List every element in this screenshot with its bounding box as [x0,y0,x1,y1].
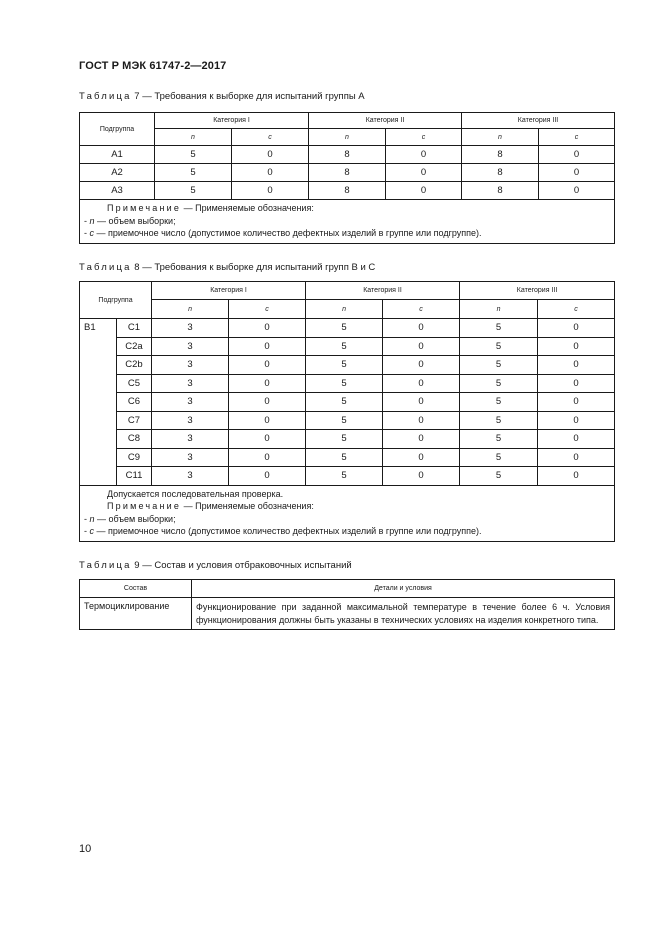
table8-caption-text: 8 — Требования к выборке для испытаний групп В и С [131,262,376,273]
table-cell: 8 [462,182,539,200]
table-cell: 3 [152,393,229,412]
table-row [80,182,615,200]
row-label: C8 [117,430,152,449]
table-cell: 0 [229,430,306,449]
table-cell: 0 [229,374,306,393]
table-cell: 8 [462,164,539,182]
table-cell: 0 [386,146,462,164]
row-label: C11 [117,467,152,486]
row-label: C7 [117,411,152,430]
table-cell: 0 [386,164,462,182]
table-row [80,337,615,356]
table-cell: 5 [306,411,383,430]
table8-note: Допускается последовательная проверка. Примечание — Применяемые обозначения: - n — объем выборки; - c — приемочное число (допустимое количество дефектных изделий в группе или подгруппе). [80,485,615,541]
row-label: A3 [80,182,155,200]
note-n-text: — объем выборки; [94,513,176,524]
table-cell: 0 [232,182,309,200]
test-name-cell: Термоциклирование [80,598,192,630]
table-cell: 5 [155,164,232,182]
note-c-text: — приемочное число (допустимое количество дефектных изделий в группе или подгруппе). [94,526,482,536]
table-cell: 0 [538,393,615,412]
table-row [80,146,615,164]
table-cell: 0 [383,411,460,430]
table-cell: 0 [538,337,615,356]
table-cell: 0 [229,467,306,486]
table-cell: 5 [460,430,538,449]
table-cell: 0 [229,448,306,467]
table9-col-header: Детали и условия [192,580,615,598]
table-cell: 5 [306,448,383,467]
table-cell: 5 [306,430,383,449]
note-n-var: n [89,513,95,524]
table-cell: 0 [538,411,615,430]
table-cell: 0 [229,411,306,430]
table9 [79,579,615,630]
table-cell: 5 [460,393,538,412]
table7-c-header: c [386,129,462,146]
table7-c-header: c [539,129,615,146]
note-word: Примечание [107,501,182,511]
table-cell: 0 [538,356,615,375]
table-cell: 0 [539,164,615,182]
table8-c-header: c [383,300,460,319]
table-cell: 0 [538,374,615,393]
table-cell: 3 [152,374,229,393]
row-label: C2b [117,356,152,375]
table-cell: 5 [306,374,383,393]
table-cell: 0 [383,393,460,412]
table-row [80,356,615,375]
row-label: A1 [80,146,155,164]
table-cell: 0 [383,467,460,486]
table8-category-header: Категория I [152,282,306,300]
table-cell: 5 [460,319,538,338]
table7-n-header: n [155,129,232,146]
note-c-text: — приемочное число (допустимое количество дефектных изделий в группе или подгруппе). [94,228,482,238]
row-label: C6 [117,393,152,412]
table-cell: 5 [460,448,538,467]
table7-subgroup-header: Подгруппа [80,113,155,146]
table-cell: 0 [229,319,306,338]
table7-caption-text: 7 — Требования к выборке для испытаний группы А [131,91,365,102]
table8-n-header: n [306,300,383,319]
table-cell: 5 [460,356,538,375]
table-cell: 3 [152,411,229,430]
table7-n-header: n [462,129,539,146]
table-cell: 3 [152,356,229,375]
table7 [79,112,615,244]
table-row [80,393,615,412]
table7-n-header: n [309,129,386,146]
table9-caption [79,560,352,571]
table-cell: 8 [462,146,539,164]
table-row [80,598,615,630]
table8-category-header: Категория III [460,282,615,300]
row-label: A2 [80,164,155,182]
table-cell: 0 [538,467,615,486]
note-line: Допускается последовательная проверка. [107,488,284,499]
table-cell: 0 [538,430,615,449]
table-cell: 8 [309,182,386,200]
row-label: C2a [117,337,152,356]
table-cell: 0 [538,319,615,338]
table7-c-header: c [232,129,309,146]
table-cell: 5 [460,337,538,356]
table-cell: 0 [229,393,306,412]
table-cell: 0 [539,146,615,164]
table9-caption-word: Таблица [79,560,132,571]
table8-category-header: Категория II [306,282,460,300]
row-label: C9 [117,448,152,467]
table-row [80,411,615,430]
note-text: — Применяемые обозначения: [181,501,314,511]
note-word: Примечание [107,203,182,213]
table9-col-header: Состав [80,580,192,598]
table-row [80,467,615,486]
table-cell: 5 [306,356,383,375]
table-cell: 5 [306,337,383,356]
row-label: C5 [117,374,152,393]
table8-c-header: c [538,300,615,319]
table7-category-header: Категория II [309,113,462,129]
table7-category-header: Категория III [462,113,615,129]
table-cell: 0 [229,337,306,356]
table-cell: 5 [306,319,383,338]
note-text: — Применяемые обозначения: [181,203,314,213]
table8-n-header: n [460,300,538,319]
note-c-var: c [89,526,94,536]
page-number: 10 [79,843,92,855]
table-cell: 3 [152,448,229,467]
table-cell: 5 [460,467,538,486]
note-n-var: n [89,215,95,226]
table-row [80,430,615,449]
table-row [80,374,615,393]
table-cell: 5 [155,182,232,200]
table-cell: 5 [155,146,232,164]
table8-caption-word: Таблица [79,262,132,273]
table7-caption [79,91,365,102]
table9-caption-text: 9 — Состав и условия отбраковочных испытаний [131,560,352,571]
table8-n-header: n [152,300,229,319]
table-cell: 0 [383,374,460,393]
table-cell: 3 [152,337,229,356]
table-cell: 0 [383,356,460,375]
test-details-cell: Функционирование при заданной максимальной температуре в течение более 6 ч. Условия функционирования должны быть указаны в технических условиях на изделия конкретного типа. [192,598,615,630]
table7-note: Примечание — Применяемые обозначения: - n — объем выборки; - c — приемочное число (допустимое количество дефектных изделий в группе или подгруппе). [80,200,615,244]
table8-c-header: c [229,300,306,319]
table-cell: 5 [460,411,538,430]
table-cell: 0 [232,146,309,164]
table-cell: 0 [383,448,460,467]
table-cell: 0 [383,319,460,338]
table-cell: 5 [306,393,383,412]
table-row [80,164,615,182]
table8-caption [79,262,375,273]
table-cell: 0 [229,356,306,375]
table-cell: 0 [232,164,309,182]
note-c-var: c [89,228,94,238]
table8 [79,281,615,542]
table-row [80,448,615,467]
table-cell: 3 [152,319,229,338]
table-cell: 0 [386,182,462,200]
row-label: C1 [117,319,152,338]
table7-caption-word: Таблица [79,91,132,102]
group-label: B1 [80,319,117,486]
table-cell: 0 [539,182,615,200]
table-cell: 8 [309,146,386,164]
table-cell: 5 [306,467,383,486]
table8-subgroup-header: Подгруппа [80,282,152,319]
table-cell: 5 [460,374,538,393]
table-cell: 3 [152,467,229,486]
table-cell: 3 [152,430,229,449]
table-cell: 8 [309,164,386,182]
table-row [80,319,615,338]
document-header: ГОСТ Р МЭК 61747-2—2017 [79,60,227,72]
table7-category-header: Категория I [155,113,309,129]
table-cell: 0 [383,430,460,449]
table-cell: 0 [538,448,615,467]
note-n-text: — объем выборки; [94,215,176,226]
table-cell: 0 [383,337,460,356]
